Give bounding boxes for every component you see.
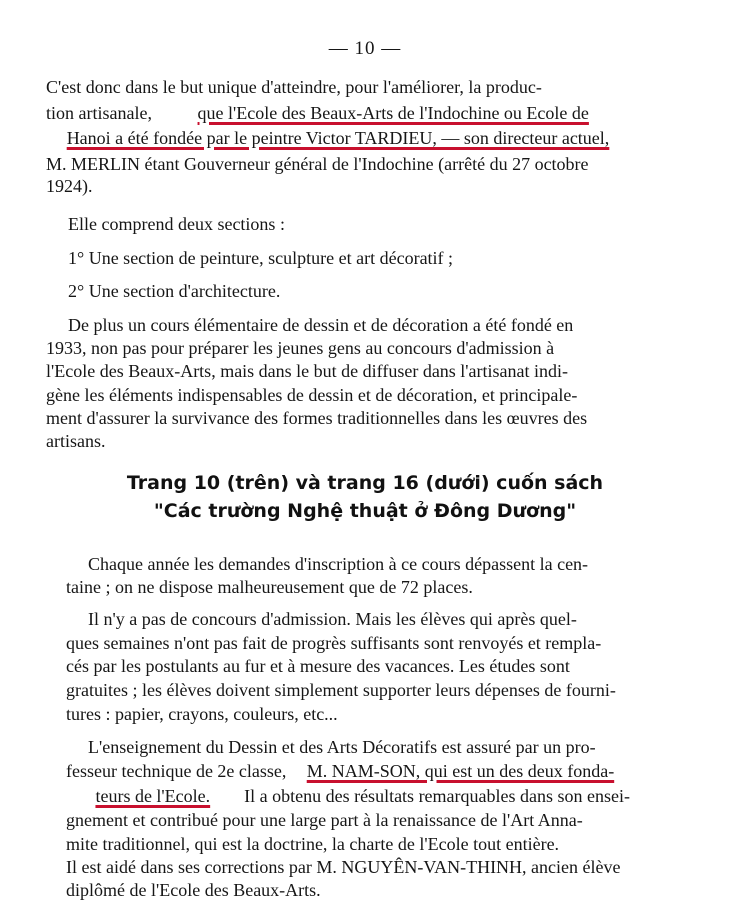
text-line: M. MERLIN étant Gouverneur général de l'Indochine (arrêté du 27 octobre	[46, 154, 589, 174]
photo-caption	[0, 462, 730, 532]
text-line: ment d'assurer la survivance des formes traditionnelles dans les œuvres des	[46, 408, 588, 428]
text-line: Chaque année les demandes d'inscription à ce cours dépassent la cen-	[88, 554, 589, 574]
text-line: taine ; on ne dispose malheureusement que de 72 places.	[66, 577, 473, 597]
text-line: gnement et contribué pour une large part à la renaissance de l'Art Anna-	[66, 810, 583, 830]
text-line: l'Ecole des Beaux-Arts, mais dans le but de diffuser dans l'artisanat indi-	[46, 361, 569, 381]
text-line: gène les éléments indispensables de dessin et de décoration, et principale-	[46, 385, 578, 405]
highlighted-phrase: que l'Ecole des Beaux-Arts de l'Indochine ou Ecole de	[197, 103, 589, 123]
text-line: gratuites ; les élèves doivent simplement supporter leurs dépenses de fourni-	[66, 680, 616, 700]
text-line: mite traditionnel, qui est la doctrine, la charte de l'Ecole tout entière.	[66, 834, 560, 854]
text-line: 1° Une section de peinture, sculpture et art décoratif ;	[68, 248, 454, 268]
text-line: C'est donc dans le but unique d'atteindre, pour l'améliorer, la produc-	[46, 77, 542, 97]
highlighted-phrase: Hanoi a été fondée par le peintre Victor TARDIEU, — son directeur actuel,	[66, 128, 610, 148]
text-line	[46, 126, 630, 150]
text-line: Il n'y a pas de concours d'admission. Mais les élèves qui après quel-	[88, 609, 577, 629]
caption-line-1: Trang 10 (trên) và trang 16 (dưới) cuốn sách	[126, 472, 604, 494]
text-line: fesseur technique de 2e classe, M. NAM-SON, qui est un des deux fonda-	[66, 761, 615, 781]
text-line: artisans.	[46, 431, 106, 451]
highlighted-phrase: M. NAM-SON, qui est un des deux fonda-	[306, 761, 615, 781]
text-line: Il est aidé dans ses corrections par M. NGUYÊN-VAN-THINH, ancien élève	[66, 857, 621, 877]
text-line: 1933, non pas pour préparer les jeunes gens au concours d'admission à	[46, 338, 555, 358]
text-line: cés par les postulants au fur et à mesure des vacances. Les études sont	[66, 656, 570, 676]
text-line: tures : papier, crayons, couleurs, etc...	[66, 704, 338, 724]
text-line: De plus un cours élémentaire de dessin et de décoration a été fondé en	[68, 315, 574, 335]
text-line: L'enseignement du Dessin et des Arts Décoratifs est assuré par un pro-	[88, 737, 596, 757]
text-line: ques semaines n'ont pas fait de progrès suffisants sont renvoyés et rempla-	[66, 633, 602, 653]
text-line: diplômé de l'Ecole des Beaux-Arts.	[66, 880, 321, 900]
text-line: tion artisanale, que l'Ecole des Beaux-Arts de l'Indochine ou Ecole de	[46, 103, 589, 123]
highlighted-phrase: teurs de l'Ecole.	[95, 786, 211, 806]
page-number: — 10 —	[328, 38, 402, 59]
text-line: 1924).	[46, 176, 93, 196]
text-line: teurs de l'Ecole. Il a obtenu des résultats remarquables dans son ensei-	[95, 786, 630, 806]
text-line: Elle comprend deux sections :	[68, 214, 285, 234]
text-line: 2° Une section d'architecture.	[68, 281, 281, 301]
caption-line-2: "Các trường Nghệ thuật ở Đông Dương"	[153, 500, 577, 522]
bottom-book-page	[0, 532, 730, 912]
